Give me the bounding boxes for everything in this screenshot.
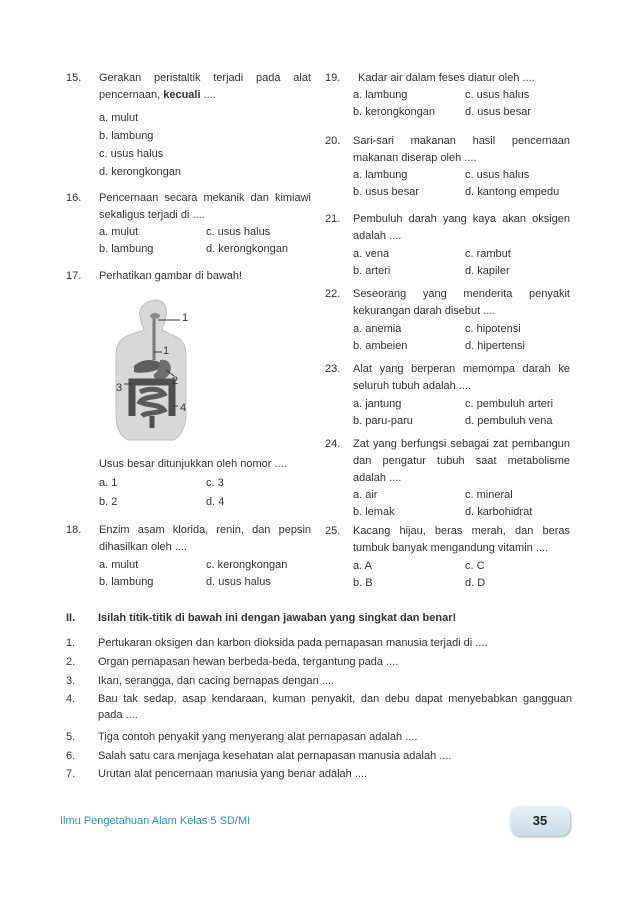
option-a[interactable]: a. 1 [99, 477, 118, 489]
option-b[interactable]: b. ambeien [353, 340, 408, 352]
figure-label-4: 4 [180, 402, 187, 414]
question-text-line2: dihasilkan oleh .... [99, 541, 188, 553]
item-number: 7. [66, 768, 76, 780]
option-d[interactable]: d. kerongkongan [206, 243, 288, 255]
option-a[interactable]: a. air [353, 489, 378, 501]
book-title-footer: Ilmu Pengetahuan Alam Kelas 5 SD/MI [60, 815, 251, 827]
item-number: 1. [66, 637, 76, 649]
question-text: Seseorang yang menderita penyakit [353, 288, 570, 300]
question-text: Zat yang berfungsi sebagai zat pembangun [353, 438, 570, 450]
question-text-line2: kekurangan darah disebut .... [353, 305, 496, 317]
figure-label-2: 2 [172, 375, 179, 387]
question-text: Perhatikan gambar di bawah! [99, 270, 243, 282]
option-b[interactable]: b. 2 [99, 496, 118, 508]
option-d[interactable]: d. kapiler [465, 265, 510, 277]
question-text: Sari-sari makanan hasil pencernaan [353, 135, 570, 147]
option-c[interactable]: c. kerongkongan [206, 559, 288, 571]
option-d[interactable]: d. hipertensi [465, 340, 525, 352]
option-a[interactable]: a. mulut [99, 226, 139, 238]
item-text-line2: pada .... [98, 709, 138, 721]
question-text: Kadar air dalam feses diatur oleh .... [358, 72, 535, 84]
section-number: II. [66, 612, 76, 624]
item-text: Organ pernapasan hewan berbeda-beda, tergantung pada .... [98, 656, 399, 668]
option-b[interactable]: b. arteri [353, 265, 391, 277]
question-text-line2: tumbuk banyak mengandung vitamin .... [353, 542, 549, 554]
option-c[interactable]: c. 3 [206, 477, 224, 489]
option-d[interactable]: d. kantong empedu [465, 186, 560, 198]
option-c[interactable]: c. usus halus [206, 226, 271, 238]
option-d[interactable]: d. karbohidrat [465, 506, 533, 518]
option-b[interactable]: b. lemak [353, 506, 395, 518]
option-a[interactable]: a. mulut [99, 112, 139, 124]
question-text-line2: dan pengatur tubuh saat metabolisme [353, 455, 570, 467]
question-number: 18. [66, 524, 82, 536]
option-a[interactable]: a. jantung [353, 398, 402, 410]
item-text: Pertukaran oksigen dan karbon dioksida pada pernapasan manusia terjadi di .... [98, 637, 488, 649]
figure-label-1: 1 [182, 312, 189, 324]
option-a[interactable]: a. lambung [353, 169, 408, 181]
question-text-line2: makanan diserap oleh .... [353, 152, 477, 164]
question-text-line2: seluruh tubuh adalah .... [353, 380, 472, 392]
option-c[interactable]: c. mineral [465, 489, 513, 501]
option-c[interactable]: c. pembuluh arteri [465, 398, 554, 410]
question-text: Enzim asam klorida, renin, dan pepsin [99, 524, 311, 536]
question-text: Pencernaan secara mekanik dan kimiawi [99, 192, 311, 204]
digestive-system-figure [108, 296, 198, 441]
option-a[interactable]: a. lambung [353, 89, 408, 101]
question-number: 20. [325, 135, 341, 147]
option-a[interactable]: a. mulut [99, 559, 139, 571]
item-text: Bau tak sedap, asap kendaraan, kuman penyakit, dan debu dapat menyebabkan gangguan [98, 693, 572, 705]
option-c[interactable]: c. C [465, 560, 485, 572]
item-text: Salah satu cara menjaga kesehatan alat pernapasan manusia adalah .... [98, 750, 452, 762]
section-title: Isilah titik-titik di bawah ini dengan jawaban yang singkat dan benar! [98, 612, 457, 624]
question-number: 15. [66, 72, 82, 84]
page-number: 35 [510, 806, 570, 836]
question-text-line2: sekaligus terjadi di .... [99, 209, 205, 221]
figure-label-1b: 1 [163, 345, 170, 357]
option-b[interactable]: b. lambung [99, 130, 154, 142]
question-text-line3: adalah .... [353, 472, 402, 484]
option-d[interactable]: d. 4 [206, 496, 225, 508]
option-d[interactable]: d. pembuluh vena [465, 415, 553, 427]
item-text: Tiga contoh penyakit yang menyerang alat pernapasan adalah .... [98, 731, 418, 743]
option-d[interactable]: d. usus halus [206, 576, 271, 588]
question-number: 22. [325, 288, 341, 300]
figure-label-3: 3 [116, 382, 123, 394]
item-number: 5. [66, 731, 76, 743]
option-a[interactable]: a. vena [353, 248, 390, 260]
option-b[interactable]: b. paru-paru [353, 415, 413, 427]
option-d[interactable]: d. kerongkongan [99, 166, 181, 178]
question-text: Kacang hijau, beras merah, dan beras [353, 525, 570, 537]
option-a[interactable]: a. A [353, 560, 372, 572]
option-b[interactable]: b. lambung [99, 243, 154, 255]
option-b[interactable]: b. usus besar [353, 186, 420, 198]
option-c[interactable]: c. rambut [465, 248, 511, 260]
question-number: 19. [325, 72, 341, 84]
question-text: Usus besar ditunjukkan oleh nomor .... [99, 458, 287, 470]
question-text-line2: adalah .... [353, 230, 402, 242]
item-number: 6. [66, 750, 76, 762]
question-number: 21. [325, 213, 341, 225]
item-text: Urutan alat pencernaan manusia yang benar adalah .... [98, 768, 368, 780]
question-text: Alat yang berperan memompa darah ke [353, 363, 570, 375]
item-number: 4. [66, 693, 76, 705]
item-number: 3. [66, 675, 76, 687]
question-number: 17. [66, 270, 82, 282]
option-b[interactable]: b. kerongkongan [353, 106, 435, 118]
option-b[interactable]: b. lambung [99, 576, 154, 588]
question-number: 23. [325, 363, 341, 375]
question-number: 25. [325, 525, 341, 537]
item-number: 2. [66, 656, 76, 668]
question-number: 16. [66, 192, 82, 204]
question-text: Gerakan peristaltik terjadi pada alat [99, 72, 311, 84]
question-text-line2: pencernaan, kecuali .... [99, 89, 216, 101]
question-number: 24. [325, 438, 341, 450]
option-b[interactable]: b. B [353, 577, 373, 589]
option-d[interactable]: d. D [465, 577, 486, 589]
option-c[interactable]: c. usus halus [99, 148, 164, 160]
item-text: Ikan, serangga, dan cacing bernapas dengan .... [98, 675, 335, 687]
option-c[interactable]: c. usus halus [465, 89, 530, 101]
option-a[interactable]: a. anemia [353, 323, 402, 335]
option-d[interactable]: d. usus besar [465, 106, 532, 118]
option-c[interactable]: c. hipotensi [465, 323, 521, 335]
question-text: Pembuluh darah yang kaya akan oksigen [353, 213, 570, 225]
option-c[interactable]: c. usus halus [465, 169, 530, 181]
